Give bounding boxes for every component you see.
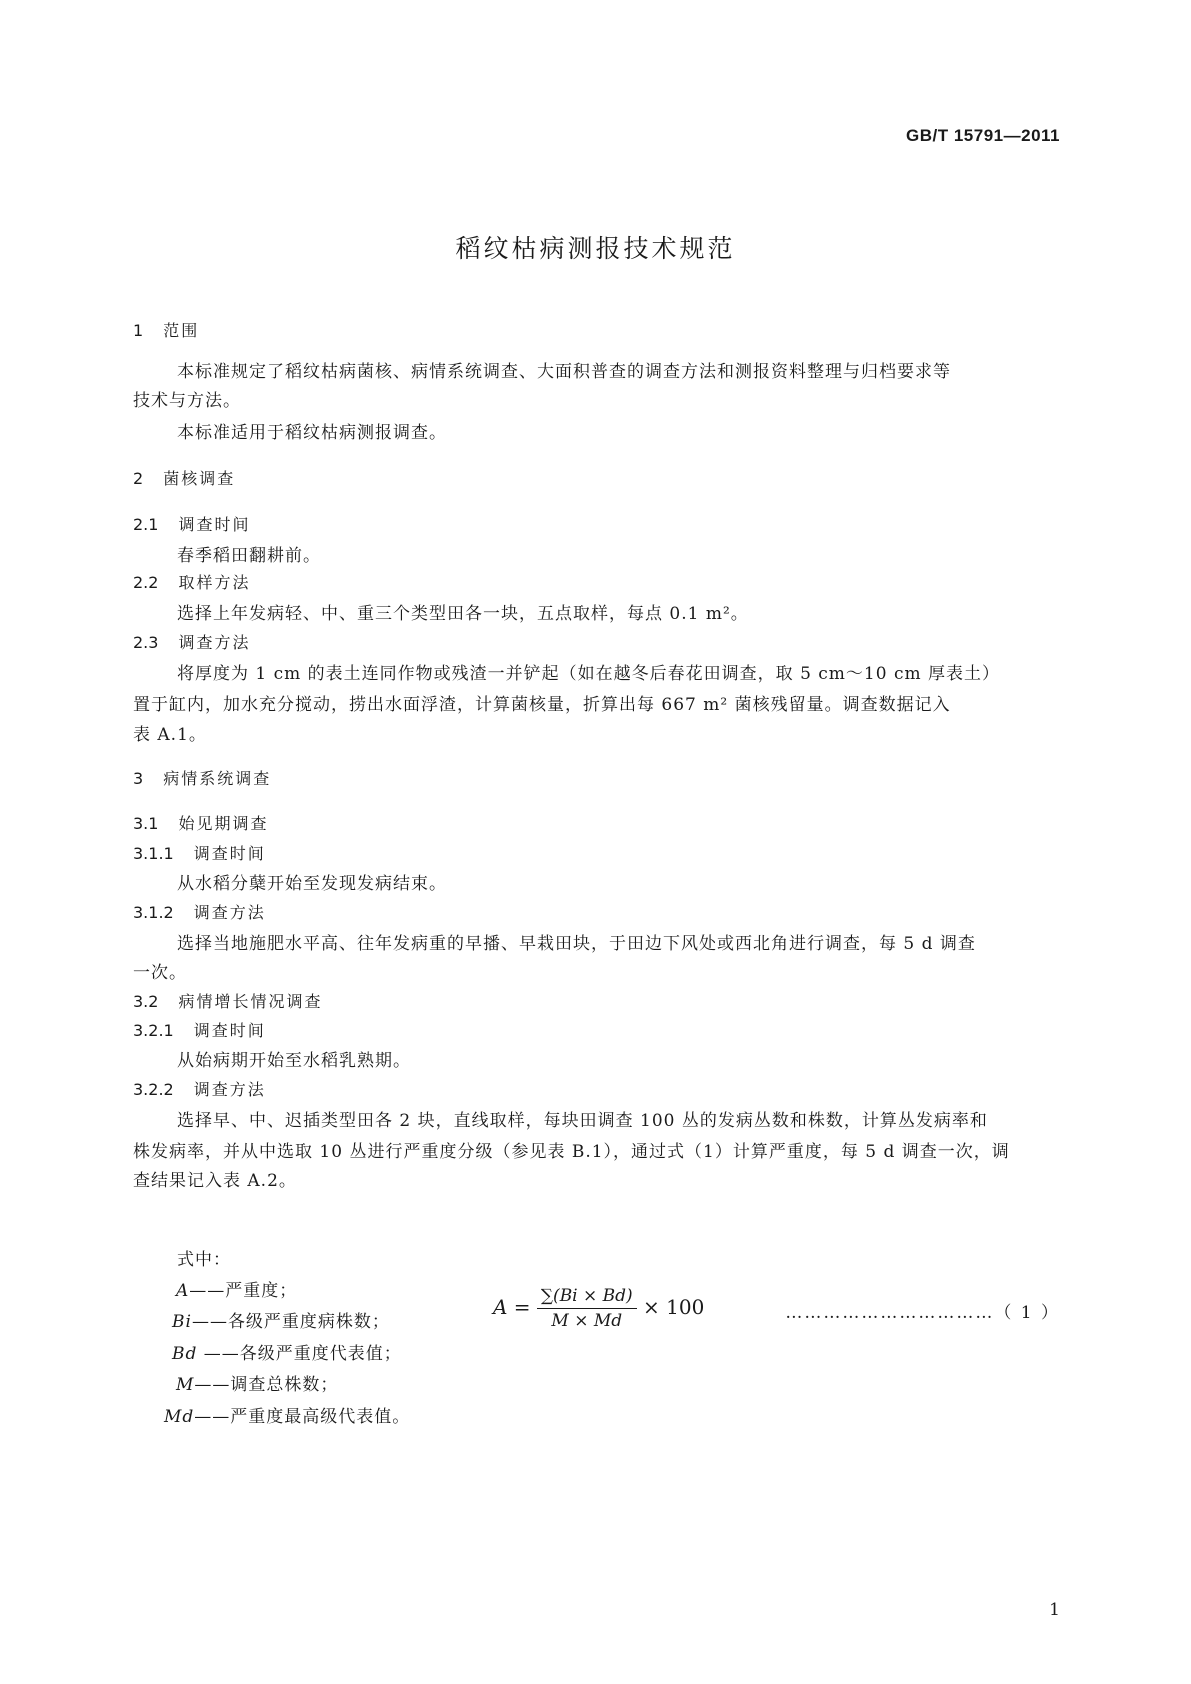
- paragraph: 一次。: [133, 963, 187, 983]
- subsection-3-1-heading: [133, 811, 268, 834]
- section-number: 3.1.2: [133, 903, 174, 922]
- section-number: 3: [133, 769, 144, 788]
- subsection-3-2-1-heading: [133, 1018, 266, 1041]
- paragraph: 春季稻田翻耕前。: [177, 546, 321, 566]
- section-3-heading: [133, 766, 271, 789]
- variable-symbol: M: [176, 1375, 195, 1395]
- section-title: 调查时间: [193, 1021, 266, 1040]
- section-number: 3.1: [133, 814, 159, 833]
- section-title: 范围: [163, 321, 200, 340]
- paragraph: 选择上年发病轻、中、重三个类型田各一块，五点取样，每点 0.1 m²。: [177, 604, 749, 624]
- section-number: 3.1.1: [133, 844, 174, 863]
- paragraph: 选择当地施肥水平高、往年发病重的早播、早栽田块，于田边下风处或西北角进行调查，每 5 d 调查: [177, 934, 976, 954]
- section-title: 调查时间: [178, 515, 251, 534]
- section-title: 调查方法: [178, 633, 251, 652]
- variable-definition: [172, 1339, 402, 1364]
- subsection-3-2-heading: [133, 989, 322, 1012]
- variable-description: ——各级严重度代表值；: [197, 1344, 402, 1364]
- subsection-2-3-heading: [133, 630, 250, 653]
- paragraph: 本标准适用于稻纹枯病测报调查。: [177, 423, 447, 443]
- variable-definition: [164, 1402, 410, 1427]
- paragraph: 技术与方法。: [133, 391, 241, 411]
- section-number: 1: [133, 321, 144, 340]
- paragraph: 选择早、中、迟插类型田各 2 块，直线取样，每块田调查 100 丛的发病丛数和株数，计算丛发病率和: [177, 1111, 988, 1131]
- section-number: 2.2: [133, 573, 159, 592]
- section-title: 调查时间: [193, 844, 266, 863]
- section-title: 菌核调查: [163, 469, 236, 488]
- section-title: 始见期调查: [178, 814, 269, 833]
- section-title: 病情系统调查: [163, 769, 272, 788]
- paragraph: 株发病率，并从中选取 10 丛进行严重度分级（参见表 B.1），通过式（1）计算严重度，每 5 d 调查一次，调: [133, 1142, 1010, 1162]
- variable-definition: [172, 1307, 390, 1332]
- subsection-3-1-1-heading: [133, 841, 266, 864]
- equation-number: ……………………………（ 1 ）: [785, 1303, 1060, 1323]
- paragraph: 从始病期开始至水稻乳熟期。: [177, 1051, 411, 1071]
- formula-lhs: A =: [493, 1295, 531, 1319]
- section-number: 2.3: [133, 633, 159, 652]
- variable-symbol: Bi: [172, 1312, 192, 1332]
- subsection-3-1-2-heading: [133, 900, 266, 923]
- where-intro: 式中：: [177, 1250, 231, 1270]
- section-title: 病情增长情况调查: [178, 992, 323, 1011]
- section-1-heading: [133, 318, 199, 341]
- variable-definition: [176, 1276, 297, 1301]
- document-title: 稻纹枯病测报技术规范: [455, 234, 736, 263]
- variable-description: ——各级严重度病株数；: [191, 1312, 390, 1332]
- variable-description: ——严重度最高级代表值。: [194, 1407, 411, 1427]
- subsection-2-1-heading: [133, 512, 250, 535]
- severity-formula: [493, 1286, 704, 1331]
- section-number: 3.2: [133, 992, 159, 1011]
- paragraph: 从水稻分蘖开始至发现发病结束。: [177, 874, 447, 894]
- section-2-heading: [133, 466, 235, 489]
- standard-number: GB/T 15791—2011: [906, 126, 1060, 145]
- variable-symbol: Md: [164, 1407, 195, 1427]
- section-title: 调查方法: [193, 1080, 266, 1099]
- formula-fraction: [537, 1286, 637, 1331]
- formula-denominator: M × Md: [551, 1311, 623, 1331]
- paragraph: 本标准规定了稻纹枯病菌核、病情系统调查、大面积普查的调查方法和测报资料整理与归档要求等: [177, 362, 951, 382]
- subsection-2-2-heading: [133, 570, 250, 593]
- formula-multiplier: × 100: [643, 1295, 705, 1319]
- section-number: 2: [133, 469, 144, 488]
- paragraph: 查结果记入表 A.2。: [133, 1171, 297, 1191]
- formula-numerator: ∑(Bi × Bd): [537, 1286, 637, 1309]
- subsection-3-2-2-heading: [133, 1077, 266, 1100]
- section-number: 3.2.2: [133, 1080, 174, 1099]
- section-title: 取样方法: [178, 573, 251, 592]
- paragraph: 将厚度为 1 cm 的表土连同作物或残渣一并铲起（如在越冬后春花田调查，取 5 cm～10 cm 厚表土）: [177, 664, 1001, 684]
- variable-symbol: Bd: [172, 1344, 198, 1364]
- page-number: 1: [1049, 1600, 1060, 1620]
- section-number: 3.2.1: [133, 1021, 174, 1040]
- section-number: 2.1: [133, 515, 159, 534]
- variable-description: ——调查总株数；: [194, 1375, 339, 1395]
- variable-symbol: A: [176, 1281, 190, 1301]
- section-title: 调查方法: [193, 903, 266, 922]
- paragraph: 表 A.1。: [133, 725, 207, 745]
- variable-description: ——严重度；: [189, 1281, 298, 1301]
- paragraph: 置于缸内，加水充分搅动，捞出水面浮渣，计算菌核量，折算出每 667 m² 菌核残留量。调查数据记入: [133, 695, 951, 715]
- variable-definition: [176, 1370, 338, 1395]
